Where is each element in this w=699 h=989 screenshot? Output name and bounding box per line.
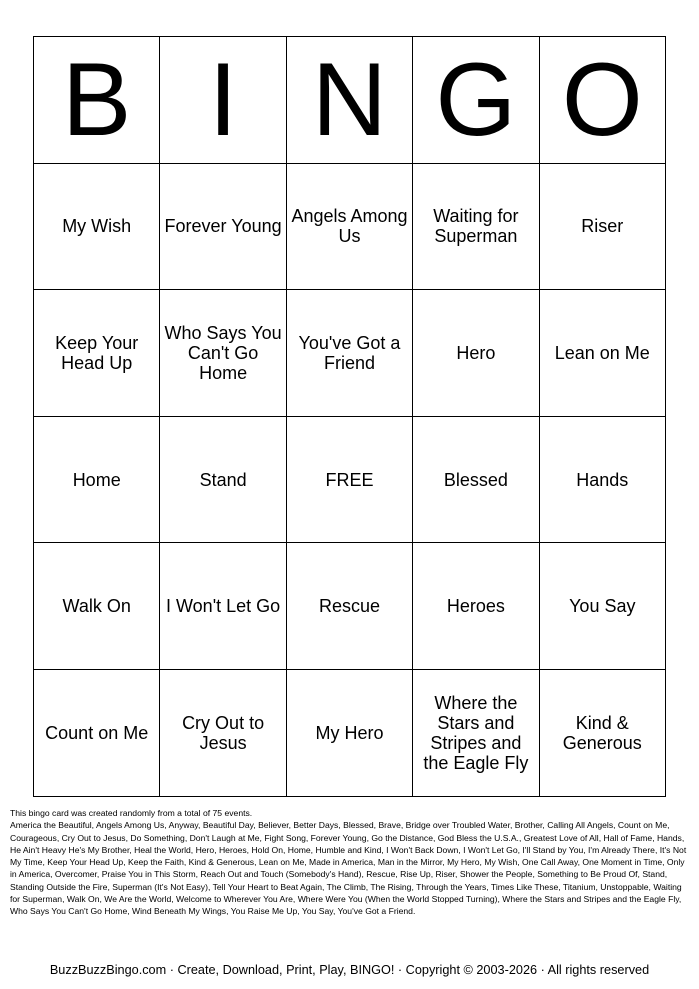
- bingo-cell: I Won't Let Go: [160, 543, 286, 670]
- bingo-row: [34, 290, 666, 417]
- header-letter-o: O: [539, 37, 665, 164]
- bingo-cell: Walk On: [34, 543, 160, 670]
- bingo-header-row: [34, 37, 666, 164]
- bingo-cell: You've Got a Friend: [286, 290, 412, 417]
- bingo-cell: Heroes: [413, 543, 539, 670]
- bingo-cell: Blessed: [413, 416, 539, 543]
- bingo-cell: My Hero: [286, 669, 412, 796]
- bingo-cell: Who Says You Can't Go Home: [160, 290, 286, 417]
- card-info: [10, 807, 692, 918]
- bingo-cell: Waiting for Superman: [413, 163, 539, 290]
- bingo-card: [33, 36, 666, 797]
- page-footer: BuzzBuzzBingo.com · Create, Download, Print, Play, BINGO! · Copyright © 2003-2026 · All rights reserved: [49, 963, 650, 977]
- bingo-cell: Where the Stars and Stripes and the Eagle Fly: [413, 669, 539, 796]
- header-letter-b: B: [34, 37, 160, 164]
- bingo-row: [34, 416, 666, 543]
- header-letter-i: I: [160, 37, 286, 164]
- bingo-cell: Hands: [539, 416, 665, 543]
- card-info-event-list: America the Beautiful, Angels Among Us, Anyway, Beautiful Day, Believer, Better Days, Blessed, Brave, Bridge over Troubled Water, Brother, Calling All Angels, Count on Me, Courageous, Cry Out to Jesus, Do Something, Don't Laugh at Me, Fight Song, Forever Young, Go the Distance, God Bless the U.S.A., Greatest Love of All, Hall of Fame, Hands, He Ain't Heavy He's My Brother, Heal the World, Hero, Heroes, Hold On, Home, Humble and Kind, I Won't Back Down, I Won't Let Go, I'll Stand by You, I'm Already There, It's Not My Time, Keep Your Head Up, Keep the Faith, Kind & Generous, Lean on Me, Made in America, Man in the Mirror, My Hero, My Wish, One Call Away, One Moment in Time, Only in America, Overcomer, Praise You in This Storm, Reach Out and Touch (Somebody's Hand), Rescue, Rise Up, Riser, Shower the People, Something to Be Proud Of, Stand, Standing Outside the Fire, Superman (It's Not Easy), Tell Your Heart to Beat Again, The Climb, The Rising, Through the Years, Times Like These, Titanium, Unstoppable, Waiting for Superman, Walk On, We Are the World, Welcome to Wherever You Are, Where Were You (When the World Stopped Turning), Where the Stars and Stripes and the Eagle Fly, Who Says You Can't Go Home, Wind Beneath My Wings, You Raise Me Up, You Say, You've Got a Friend.: [10, 820, 687, 917]
- bingo-cell: Riser: [539, 163, 665, 290]
- bingo-cell: Home: [34, 416, 160, 543]
- bingo-cell: Kind & Generous: [539, 669, 665, 796]
- bingo-cell: Count on Me: [34, 669, 160, 796]
- bingo-cell: Lean on Me: [539, 290, 665, 417]
- bingo-cell: Cry Out to Jesus: [160, 669, 286, 796]
- bingo-cell: You Say: [539, 543, 665, 670]
- header-letter-n: N: [286, 37, 412, 164]
- bingo-row: [34, 543, 666, 670]
- card-info-intro: This bingo card was created randomly from a total of 75 events.: [10, 808, 253, 818]
- bingo-free-cell: FREE: [286, 416, 412, 543]
- header-letter-g: G: [413, 37, 539, 164]
- bingo-cell: Keep Your Head Up: [34, 290, 160, 417]
- bingo-cell: Rescue: [286, 543, 412, 670]
- bingo-cell: Forever Young: [160, 163, 286, 290]
- bingo-row: [34, 669, 666, 796]
- bingo-cell: Hero: [413, 290, 539, 417]
- bingo-cell: My Wish: [34, 163, 160, 290]
- bingo-row: [34, 163, 666, 290]
- bingo-cell: Angels Among Us: [286, 163, 412, 290]
- bingo-cell: Stand: [160, 416, 286, 543]
